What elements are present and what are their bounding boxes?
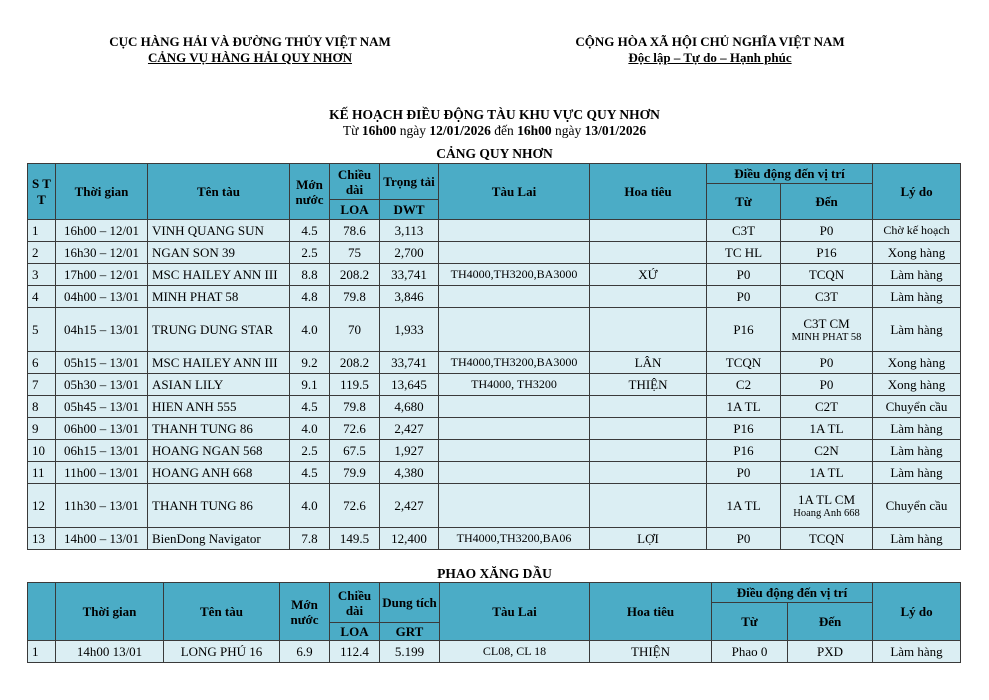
header-from: Từ bbox=[712, 603, 788, 641]
draft-cell: 4.5 bbox=[290, 220, 330, 242]
ship-name-cell: MSC HAILEY ANN III bbox=[148, 352, 290, 374]
to-cell: TCQN bbox=[781, 528, 873, 550]
tug-cell bbox=[439, 396, 590, 418]
to-cell: P0 bbox=[781, 352, 873, 374]
tonnage-cell: 3,113 bbox=[380, 220, 439, 242]
row-number: 5 bbox=[28, 308, 56, 352]
row-number: 8 bbox=[28, 396, 56, 418]
from-cell: 1A TL bbox=[707, 396, 781, 418]
time-cell: 11h00 – 13/01 bbox=[56, 462, 148, 484]
issuer-block bbox=[60, 34, 440, 66]
from-cell: P0 bbox=[707, 264, 781, 286]
table-row bbox=[28, 462, 961, 484]
table-row bbox=[28, 352, 961, 374]
table-row bbox=[28, 220, 961, 242]
section-title-fuel-buoy: PHAO XĂNG DẦU bbox=[437, 566, 552, 581]
loa-cell: 67.5 bbox=[330, 440, 380, 462]
header-draft: Mớn nước bbox=[280, 583, 330, 641]
tug-cell: TH4000, TH3200 bbox=[439, 374, 590, 396]
draft-cell: 4.0 bbox=[290, 484, 330, 528]
tonnage-cell: 12,400 bbox=[380, 528, 439, 550]
from-cell: P16 bbox=[707, 308, 781, 352]
ship-name-cell: THANH TUNG 86 bbox=[148, 418, 290, 440]
tonnage-cell: 33,741 bbox=[380, 264, 439, 286]
reason-cell: Làm hàng bbox=[873, 462, 961, 484]
header-dwt: DWT bbox=[380, 200, 439, 220]
pilot-cell: LỢI bbox=[590, 528, 707, 550]
loa-cell: 119.5 bbox=[330, 374, 380, 396]
ship-name-cell: TRUNG DUNG STAR bbox=[148, 308, 290, 352]
quy-nhon-schedule-table bbox=[27, 163, 961, 550]
tug-cell bbox=[439, 220, 590, 242]
ship-name-cell: NGAN SON 39 bbox=[148, 242, 290, 264]
loa-cell: 79.9 bbox=[330, 462, 380, 484]
port-authority-name: CẢNG VỤ HÀNG HẢI QUY NHƠN bbox=[147, 50, 353, 65]
draft-cell: 2.5 bbox=[290, 242, 330, 264]
tonnage-cell: 2,427 bbox=[380, 484, 439, 528]
draft-cell: 9.2 bbox=[290, 352, 330, 374]
from-cell: P16 bbox=[707, 440, 781, 462]
pilot-cell: XỨ bbox=[590, 264, 707, 286]
reason-cell: Làm hàng bbox=[873, 264, 961, 286]
reason-cell: Chuyển cầu bbox=[873, 484, 961, 528]
header-pilot: Hoa tiêu bbox=[590, 583, 712, 641]
pilot-cell bbox=[590, 418, 707, 440]
from-cell: C2 bbox=[707, 374, 781, 396]
tug-cell: TH4000,TH3200,BA3000 bbox=[439, 264, 590, 286]
from-cell: P0 bbox=[707, 286, 781, 308]
pilot-cell: THIỆN bbox=[590, 641, 712, 663]
time-cell: 17h00 – 12/01 bbox=[56, 264, 148, 286]
ship-name-cell: MSC HAILEY ANN III bbox=[148, 264, 290, 286]
header-draft: Mớn nước bbox=[290, 164, 330, 220]
reason-cell: Làm hàng bbox=[873, 418, 961, 440]
table-row bbox=[28, 264, 961, 286]
to-cell: P0 bbox=[781, 220, 873, 242]
to-cell: TCQN bbox=[781, 264, 873, 286]
header-loa: LOA bbox=[330, 200, 380, 220]
ship-name-cell: ASIAN LILY bbox=[148, 374, 290, 396]
reason-cell: Chờ kế hoạch bbox=[873, 220, 961, 242]
to-cell: 1A TL bbox=[781, 418, 873, 440]
ship-name-cell: THANH TUNG 86 bbox=[148, 484, 290, 528]
header-pilot: Hoa tiêu bbox=[590, 164, 707, 220]
header-grt: GRT bbox=[380, 623, 440, 641]
table-row bbox=[28, 641, 961, 663]
tonnage-cell: 1,927 bbox=[380, 440, 439, 462]
to-cell: P16 bbox=[781, 242, 873, 264]
loa-cell: 149.5 bbox=[330, 528, 380, 550]
pilot-cell: THIỆN bbox=[590, 374, 707, 396]
table-row bbox=[28, 374, 961, 396]
time-cell: 04h00 – 13/01 bbox=[56, 286, 148, 308]
tonnage-cell: 2,700 bbox=[380, 242, 439, 264]
pilot-cell bbox=[590, 242, 707, 264]
header-length: Chiều dài bbox=[330, 583, 380, 623]
draft-cell: 4.0 bbox=[290, 418, 330, 440]
country-name: CỘNG HÒA XÃ HỘI CHỦ NGHĨA VIỆT NAM bbox=[575, 34, 845, 49]
header-reason: Lý do bbox=[873, 164, 961, 220]
reason-cell: Chuyển cầu bbox=[873, 396, 961, 418]
ship-name-cell: HIEN ANH 555 bbox=[148, 396, 290, 418]
header-loa: LOA bbox=[330, 623, 380, 641]
pilot-cell bbox=[590, 308, 707, 352]
time-cell: 06h00 – 13/01 bbox=[56, 418, 148, 440]
row-number: 13 bbox=[28, 528, 56, 550]
tug-cell: CL08, CL 18 bbox=[440, 641, 590, 663]
time-cell: 14h00 – 13/01 bbox=[56, 528, 148, 550]
draft-cell: 4.5 bbox=[290, 462, 330, 484]
ship-name-cell: BienDong Navigator bbox=[148, 528, 290, 550]
from-cell: TCQN bbox=[707, 352, 781, 374]
header-time: Thời gian bbox=[56, 583, 164, 641]
tonnage-cell: 3,846 bbox=[380, 286, 439, 308]
from-cell: C3T bbox=[707, 220, 781, 242]
from-cell: TC HL bbox=[707, 242, 781, 264]
loa-cell: 72.6 bbox=[330, 418, 380, 440]
draft-cell: 9.1 bbox=[290, 374, 330, 396]
loa-cell: 208.2 bbox=[330, 352, 380, 374]
header-tug: Tàu Lai bbox=[439, 164, 590, 220]
table-row bbox=[28, 286, 961, 308]
header-stt: S T T bbox=[28, 164, 56, 220]
tug-cell bbox=[439, 462, 590, 484]
header-from: Từ bbox=[707, 184, 781, 220]
to-note: Hoang Anh 668 bbox=[793, 508, 860, 519]
reason-cell: Xong hàng bbox=[873, 242, 961, 264]
document-title: KẾ HOẠCH ĐIỀU ĐỘNG TÀU KHU VỰC QUY NHƠN bbox=[329, 107, 660, 122]
reason-cell: Làm hàng bbox=[873, 641, 961, 663]
tug-cell bbox=[439, 418, 590, 440]
from-cell: P16 bbox=[707, 418, 781, 440]
header-tug: Tàu Lai bbox=[440, 583, 590, 641]
fuel-buoy-schedule-table bbox=[27, 582, 961, 663]
table-row bbox=[28, 440, 961, 462]
pilot-cell bbox=[590, 286, 707, 308]
pilot-cell bbox=[590, 440, 707, 462]
row-number: 1 bbox=[28, 641, 56, 663]
header-ship-name: Tên tàu bbox=[148, 164, 290, 220]
row-number: 1 bbox=[28, 220, 56, 242]
tonnage-cell: 33,741 bbox=[380, 352, 439, 374]
draft-cell: 8.8 bbox=[290, 264, 330, 286]
from-cell: P0 bbox=[707, 528, 781, 550]
from-cell: 1A TL bbox=[707, 484, 781, 528]
draft-cell: 7.8 bbox=[290, 528, 330, 550]
tug-cell: TH4000,TH3200,BA06 bbox=[439, 528, 590, 550]
date-range: Từ 16h00 ngày 12/01/2026 đến 16h00 ngày 13/01/2026 bbox=[342, 123, 647, 138]
time-cell: 14h00 13/01 bbox=[56, 641, 164, 663]
pilot-cell bbox=[590, 462, 707, 484]
to-cell: C2T bbox=[781, 396, 873, 418]
row-number: 10 bbox=[28, 440, 56, 462]
header-time: Thời gian bbox=[56, 164, 148, 220]
draft-cell: 4.5 bbox=[290, 396, 330, 418]
row-number: 2 bbox=[28, 242, 56, 264]
header-move: Điều động đến vị trí bbox=[707, 164, 873, 184]
to-note: MINH PHAT 58 bbox=[791, 332, 862, 343]
reason-cell: Xong hàng bbox=[873, 374, 961, 396]
time-cell: 04h15 – 13/01 bbox=[56, 308, 148, 352]
tug-cell bbox=[439, 484, 590, 528]
time-cell: 16h30 – 12/01 bbox=[56, 242, 148, 264]
pilot-cell: LÂN bbox=[590, 352, 707, 374]
loa-cell: 79.8 bbox=[330, 396, 380, 418]
to-cell: 1A TL bbox=[781, 462, 873, 484]
time-cell: 06h15 – 13/01 bbox=[56, 440, 148, 462]
tug-cell bbox=[439, 286, 590, 308]
tug-cell bbox=[439, 440, 590, 462]
table-row bbox=[28, 484, 961, 528]
loa-cell: 112.4 bbox=[330, 641, 380, 663]
header-move: Điều động đến vị trí bbox=[712, 583, 873, 603]
reason-cell: Làm hàng bbox=[873, 286, 961, 308]
ship-name-cell: HOANG NGAN 568 bbox=[148, 440, 290, 462]
to-cell: C3T bbox=[781, 286, 873, 308]
time-cell: 05h45 – 13/01 bbox=[56, 396, 148, 418]
tonnage-cell: 1,933 bbox=[380, 308, 439, 352]
tonnage-cell: 4,380 bbox=[380, 462, 439, 484]
agency-name: CỤC HÀNG HẢI VÀ ĐƯỜNG THỦY VIỆT NAM bbox=[109, 34, 391, 49]
pilot-cell bbox=[590, 484, 707, 528]
tonnage-cell: 2,427 bbox=[380, 418, 439, 440]
table-row bbox=[28, 418, 961, 440]
loa-cell: 72.6 bbox=[330, 484, 380, 528]
ship-name-cell: LONG PHÚ 16 bbox=[164, 641, 280, 663]
time-cell: 11h30 – 13/01 bbox=[56, 484, 148, 528]
loa-cell: 75 bbox=[330, 242, 380, 264]
ship-name-cell: HOANG ANH 668 bbox=[148, 462, 290, 484]
row-number: 4 bbox=[28, 286, 56, 308]
table-row bbox=[28, 396, 961, 418]
header-length: Chiều dài bbox=[330, 164, 380, 200]
tonnage-cell: 4,680 bbox=[380, 396, 439, 418]
draft-cell: 6.9 bbox=[280, 641, 330, 663]
row-number: 7 bbox=[28, 374, 56, 396]
tug-cell bbox=[439, 308, 590, 352]
reason-cell: Xong hàng bbox=[873, 352, 961, 374]
draft-cell: 2.5 bbox=[290, 440, 330, 462]
header-tonnage: Trọng tải bbox=[380, 164, 439, 200]
reason-cell: Làm hàng bbox=[873, 440, 961, 462]
ship-name-cell: VINH QUANG SUN bbox=[148, 220, 290, 242]
loa-cell: 70 bbox=[330, 308, 380, 352]
table-row bbox=[28, 242, 961, 264]
time-cell: 05h15 – 13/01 bbox=[56, 352, 148, 374]
table-row bbox=[28, 528, 961, 550]
ship-name-cell: MINH PHAT 58 bbox=[148, 286, 290, 308]
draft-cell: 4.8 bbox=[290, 286, 330, 308]
document-title-block bbox=[0, 107, 989, 139]
tug-cell: TH4000,TH3200,BA3000 bbox=[439, 352, 590, 374]
to-cell: PXD bbox=[788, 641, 873, 663]
header-reason: Lý do bbox=[873, 583, 961, 641]
draft-cell: 4.0 bbox=[290, 308, 330, 352]
row-number: 3 bbox=[28, 264, 56, 286]
header-stt bbox=[28, 583, 56, 641]
motto: Độc lập – Tự do – Hạnh phúc bbox=[628, 50, 792, 65]
row-number: 11 bbox=[28, 462, 56, 484]
to-cell: P0 bbox=[781, 374, 873, 396]
tug-cell bbox=[439, 242, 590, 264]
pilot-cell bbox=[590, 396, 707, 418]
time-cell: 16h00 – 12/01 bbox=[56, 220, 148, 242]
header-ship-name: Tên tàu bbox=[164, 583, 280, 641]
reason-cell: Làm hàng bbox=[873, 528, 961, 550]
tonnage-cell: 5.199 bbox=[380, 641, 440, 663]
loa-cell: 79.8 bbox=[330, 286, 380, 308]
tonnage-cell: 13,645 bbox=[380, 374, 439, 396]
pilot-cell bbox=[590, 220, 707, 242]
table-row bbox=[28, 308, 961, 352]
row-number: 6 bbox=[28, 352, 56, 374]
to-cell: C2N bbox=[781, 440, 873, 462]
section-title-quy-nhon: CẢNG QUY NHƠN bbox=[436, 146, 553, 161]
loa-cell: 78.6 bbox=[330, 220, 380, 242]
row-number: 9 bbox=[28, 418, 56, 440]
from-cell: Phao 0 bbox=[712, 641, 788, 663]
national-motto-block bbox=[520, 34, 900, 66]
to-cell: 1A TL CM Hoang Anh 668 bbox=[781, 484, 873, 528]
reason-cell: Làm hàng bbox=[873, 308, 961, 352]
header-to: Đến bbox=[781, 184, 873, 220]
header-capacity: Dung tích bbox=[380, 583, 440, 623]
to-cell: C3T CM MINH PHAT 58 bbox=[781, 308, 873, 352]
header-to: Đến bbox=[788, 603, 873, 641]
time-cell: 05h30 – 13/01 bbox=[56, 374, 148, 396]
row-number: 12 bbox=[28, 484, 56, 528]
loa-cell: 208.2 bbox=[330, 264, 380, 286]
from-cell: P0 bbox=[707, 462, 781, 484]
